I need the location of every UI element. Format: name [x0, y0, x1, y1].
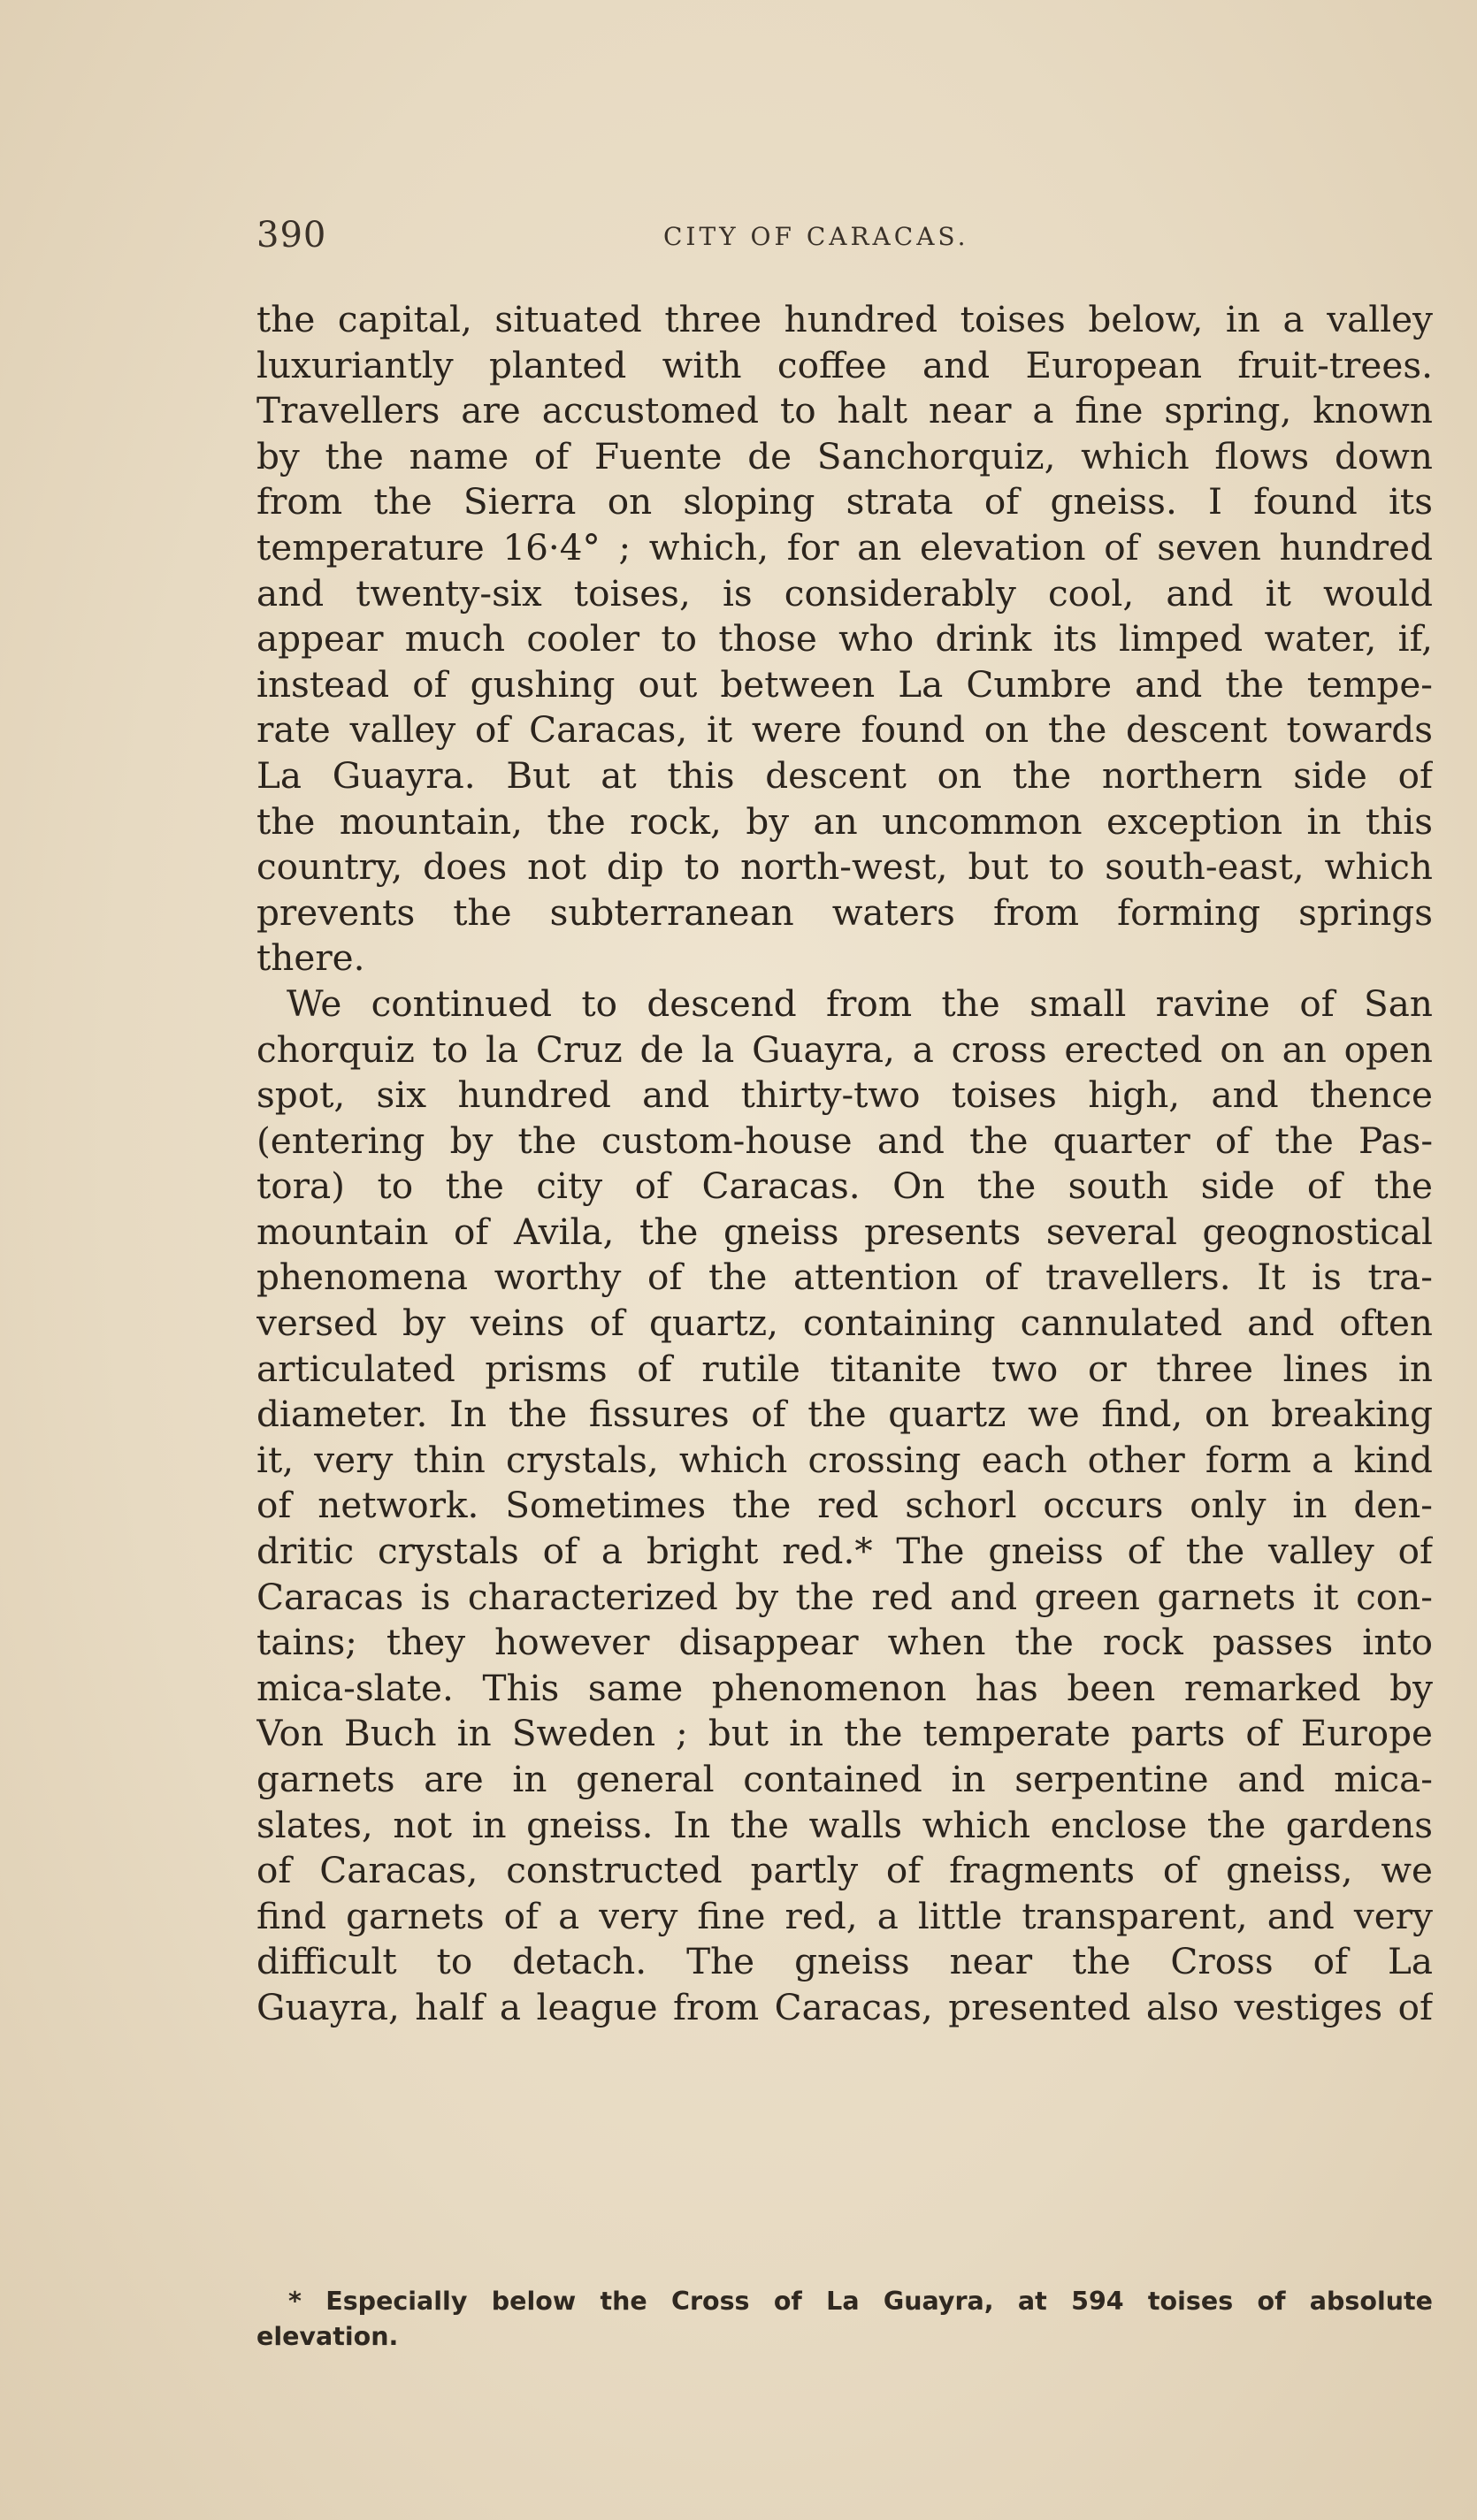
text-line: versed by veins of quartz, containing cannulated and often	[256, 1302, 1433, 1345]
text-line: rate valley of Caracas, it were found on the descent towards	[256, 708, 1433, 752]
running-title: CITY OF CARACAS.	[663, 222, 969, 251]
footnote-line: elevation.	[256, 2322, 399, 2351]
text-line: difficult to detach. The gneiss near the Cross of La	[256, 1940, 1433, 1983]
text-line: Guayra, half a league from Caracas, presented also vestiges of	[256, 1985, 1433, 2028]
page-header	[256, 215, 1433, 268]
text-line: instead of gushing out between La Cumbre and the tempe-	[256, 662, 1433, 706]
footnote-line: * Especially below the Cross of La Guayra, at 594 toises of absolute	[288, 2287, 1433, 2316]
text-line: phenomena worthy of the attention of travellers. It is tra-	[256, 1256, 1433, 1299]
text-line: luxuriantly planted with coffee and European fruit-trees.	[256, 343, 1433, 386]
text-line: from the Sierra on sloping strata of gneiss. I found its	[256, 480, 1433, 523]
text-line: prevents the subterranean waters from forming springs	[256, 890, 1433, 934]
body-text	[256, 297, 1433, 2031]
text-line: (entering by the custom-house and the quarter of the Pas-	[256, 1119, 1433, 1162]
text-line: La Guayra. But at this descent on the northern side of	[256, 753, 1433, 797]
text-line: diameter. In the fissures of the quartz we find, on breaking	[256, 1393, 1433, 1436]
text-line: of Caracas, constructed partly of fragments of gneiss, we	[256, 1849, 1433, 1892]
text-line: of network. Sometimes the red schorl occurs only in den-	[256, 1484, 1433, 1527]
text-line: mica-slate. This same phenomenon has been remarked by	[256, 1666, 1433, 1709]
text-line: tora) to the city of Caracas. On the south side of the	[256, 1165, 1433, 1208]
text-line: country, does not dip to north-west, but to south-east, which	[256, 845, 1433, 889]
text-line: spot, six hundred and thirty-two toises high, and thence	[256, 1073, 1433, 1117]
text-line: dritic crystals of a bright red.* The gneiss of the valley of	[256, 1530, 1433, 1573]
text-line: there.	[256, 936, 365, 980]
text-line: chorquiz to la Cruz de la Guayra, a cross erected on an open	[256, 1027, 1433, 1071]
text-line: Von Buch in Sweden ; but in the temperate parts of Europe	[256, 1712, 1433, 1755]
footnote	[256, 2284, 1433, 2355]
text-line: Travellers are accustomed to halt near a fine spring, known	[256, 389, 1433, 432]
text-line: temperature 16·4° ; which, for an elevation of seven hundred	[256, 525, 1433, 569]
text-line: and twenty-six toises, is considerably cool, and it would	[256, 571, 1433, 615]
text-line: tains; they however disappear when the rock passes into	[256, 1621, 1433, 1664]
text-line: the capital, situated three hundred toises below, in a valley	[256, 298, 1433, 340]
text-line: find garnets of a very fine red, a little transparent, and very	[256, 1894, 1433, 1937]
text-line: the mountain, the rock, by an uncommon exception in this	[256, 799, 1433, 843]
text-line: by the name of Fuente de Sanchorquiz, which flows down	[256, 434, 1433, 477]
text-line: We continued to descend from the small ravine of San	[287, 981, 1433, 1025]
text-line: garnets are in general contained in serpentine and mica-	[256, 1758, 1433, 1800]
text-line: slates, not in gneiss. In the walls which enclose the gardens	[256, 1803, 1433, 1846]
text-line: articulated prisms of rutile titanite two or three lines in	[256, 1347, 1433, 1390]
text-line: appear much cooler to those who drink its limped water, if,	[256, 617, 1433, 661]
page-number: 390	[256, 215, 327, 256]
text-line: mountain of Avila, the gneiss presents several geognostical	[256, 1210, 1433, 1253]
text-line: Caracas is characterized by the red and green garnets it con-	[256, 1575, 1433, 1618]
text-line: it, very thin crystals, which crossing each other form a kind	[256, 1438, 1433, 1481]
